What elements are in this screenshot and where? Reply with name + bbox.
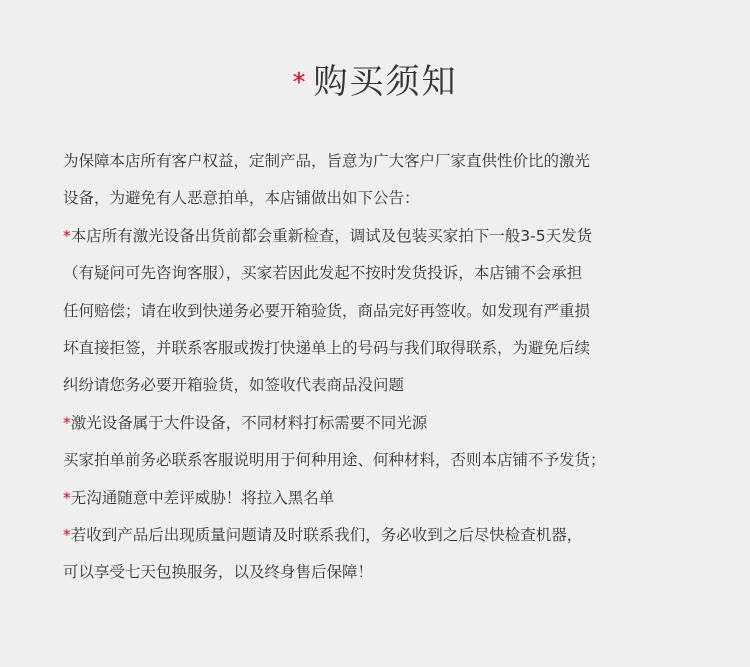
notice-line-text: 激光设备属于大件设备，不同材料打标需要不同光源 — [70, 413, 428, 432]
notice-line-text: 为保障本店所有客户权益，定制产品，旨意为广大客户厂家直供性价比的激光 — [63, 152, 591, 170]
notice-line — [63, 293, 693, 330]
notice-line-text: 可以享受七天包换服务，以及终身售后保障！ — [63, 563, 374, 582]
notice-body — [63, 143, 693, 592]
notice-line — [63, 180, 693, 217]
page-title — [0, 58, 750, 107]
notice-line — [63, 554, 693, 591]
notice-line-text: 纠纷请您务必要开箱验货，如签收代表商品没问题 — [63, 376, 405, 395]
notice-line-text: 无沟通随意中差评威胁！将拉入黑名单 — [70, 488, 335, 507]
bullet-star-icon: * — [63, 226, 71, 245]
notice-line — [63, 405, 693, 442]
notice-line-text: 设备，为避免有人恶意拍单，本店铺做出如下公告： — [63, 189, 420, 208]
notice-line — [63, 330, 693, 367]
notice-line — [63, 442, 693, 479]
notice-line-text: 买家拍单前务必联系客服说明用于何种用途、何种材料，否则本店铺不予发货； — [63, 451, 606, 470]
bullet-star-icon: * — [63, 488, 71, 507]
notice-line — [63, 218, 693, 255]
bullet-star-icon: * — [63, 413, 71, 432]
title-star-icon: * — [292, 68, 308, 98]
bullet-star-icon: * — [63, 525, 71, 544]
notice-line — [63, 517, 693, 554]
notice-line-text: 若收到产品后出现质量问题请及时联系我们，务必收到之后尽快检查机器， — [70, 525, 583, 544]
notice-line — [63, 255, 693, 292]
notice-line-text: 坏直接拒签，并联系客服或拨打快递单上的号码与我们取得联系，为避免后续 — [63, 338, 591, 357]
notice-line — [63, 143, 693, 180]
notice-line-text: 本店所有激光设备出货前都会重新检查，调试及包装买家拍下一般3-5天发货 — [70, 226, 593, 245]
notice-line-text: （有疑问可先咨询客服），买家若因此发起不按时发货投诉，本店铺不会承担 — [63, 264, 583, 283]
page-title-text: 购买须知 — [313, 62, 458, 102]
notice-line-text: 任何赔偿；请在收到快递务必要开箱验货，商品完好再签收。如发现有严重损 — [63, 301, 591, 320]
notice-line — [63, 367, 693, 404]
notice-line — [63, 480, 693, 517]
